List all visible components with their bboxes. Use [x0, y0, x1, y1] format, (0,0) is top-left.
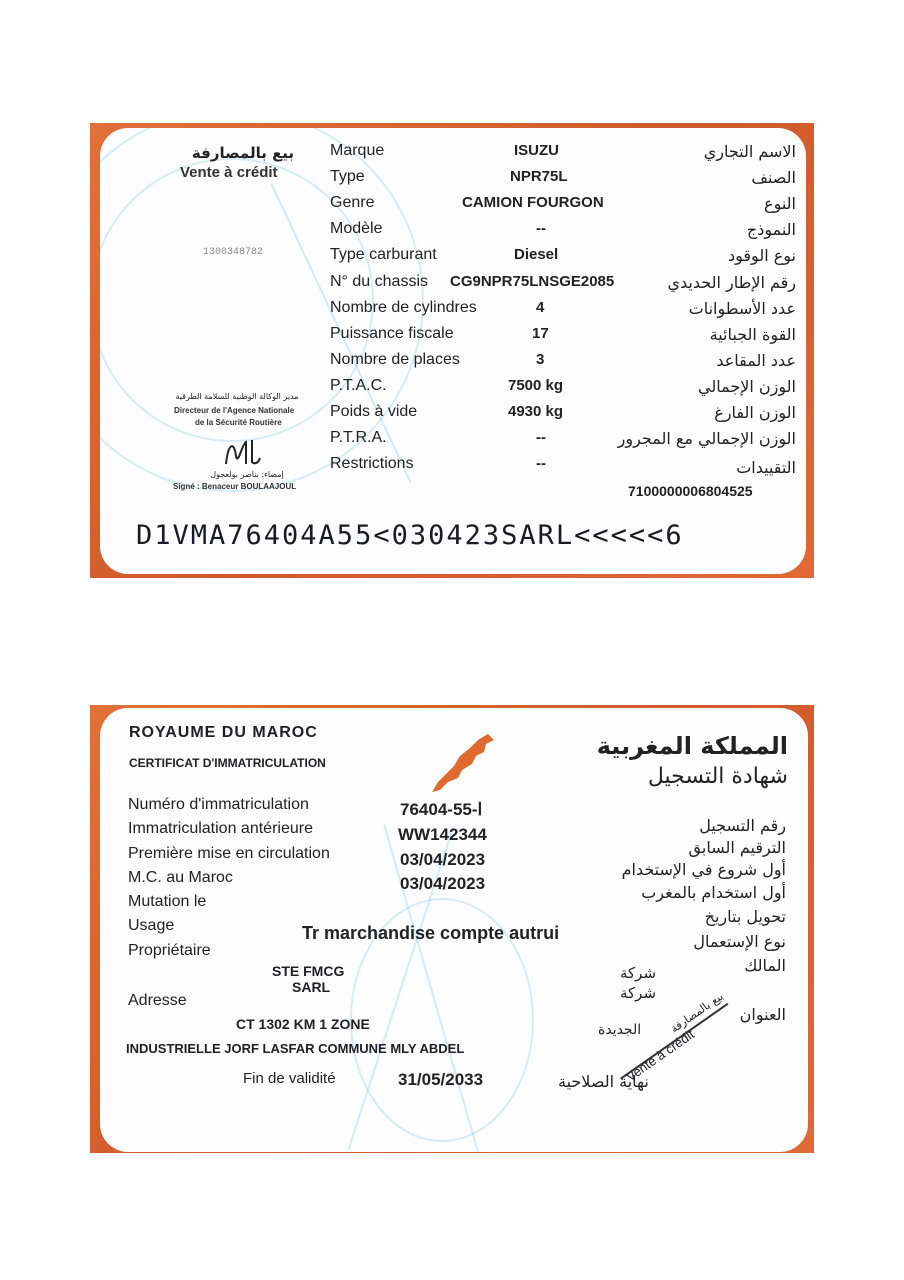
field-label-genre: Genre	[330, 194, 375, 211]
field-label-carburant: Type carburant	[330, 246, 437, 263]
field-value-modele: --	[536, 220, 546, 237]
field-value-restrictions: --	[536, 455, 546, 472]
credit-sale-stamp-arabic: بيع بالمصارفة	[668, 989, 726, 1036]
credit-sale-stamp-french: Vente à crédit	[180, 164, 278, 181]
field-value-cylindres: 4	[536, 299, 545, 316]
field-label-restrictions: Restrictions	[330, 455, 414, 472]
field-label-chassis: N° du chassis	[330, 273, 428, 290]
address-line1: CT 1302 KM 1 ZONE	[236, 1016, 370, 1032]
validity-value: 31/05/2033	[398, 1070, 484, 1089]
address-city-arabic: الجديدة	[598, 1022, 642, 1038]
country-name-arabic: المملكة المغربية	[596, 732, 788, 760]
field-arabic-chassis: رقم الإطار الحديدي	[667, 273, 796, 292]
document-title-french: CERTIFICAT D'IMMATRICULATION	[129, 756, 326, 770]
field-arabic-mc-maroc: أول استخدام بالمغرب	[641, 883, 786, 902]
signature-arabic: إمضاء: بناصر بولعجول	[210, 470, 284, 479]
field-value-type: NPR75L	[510, 168, 568, 185]
field-arabic-type: الصنف	[751, 168, 796, 187]
field-value-ptac: 7500 kg	[508, 377, 564, 394]
field-label-ptac: P.T.A.C.	[330, 377, 387, 394]
credit-sale-stamp-arabic: بيع بالمصارفة	[191, 144, 295, 162]
validity-label: Fin de validité	[243, 1070, 336, 1087]
field-arabic-mutation: تحويل بتاريخ	[704, 907, 786, 926]
field-value-immatriculation: 76404-ا-55	[400, 800, 483, 819]
registration-card-front	[100, 708, 808, 1152]
field-label-usage: Usage	[128, 917, 175, 934]
field-arabic-ptra: الوزن الإجمالي مع المجرور	[617, 429, 796, 448]
morocco-map-icon	[428, 730, 498, 794]
field-arabic-cylindres: عدد الأسطوانات	[688, 299, 796, 318]
director-title-arabic: مدير الوكالة الوطنية للسلامة الطرقية	[175, 392, 299, 401]
director-title-french-2: de la Sécurité Routière	[195, 418, 282, 427]
field-label-proprietaire: Propriétaire	[128, 942, 211, 959]
field-arabic-genre: النوع	[764, 194, 796, 213]
field-arabic-poids-vide: الوزن الفارغ	[714, 403, 796, 422]
address-line2: INDUSTRIELLE JORF LASFAR COMMUNE MLY ABDEL	[126, 1041, 465, 1056]
field-label-type: Type	[330, 168, 365, 185]
field-value-genre: CAMION FOURGON	[462, 194, 604, 211]
field-value-usage: Tr marchandise compte autrui	[302, 923, 560, 943]
credit-sale-stamp-french: Vente à crédit	[623, 1026, 697, 1085]
director-title-french-1: Directeur de l'Agence Nationale	[174, 406, 295, 415]
field-value-poids-vide: 4930 kg	[508, 403, 564, 420]
field-arabic-ptac: الوزن الإجمالي	[698, 377, 796, 396]
field-arabic-immatriculation: رقم التسجيل	[699, 816, 786, 835]
field-label-places: Nombre de places	[330, 351, 460, 368]
field-value-places: 3	[536, 351, 545, 368]
field-value-premiere-circulation: 03/04/2023	[400, 850, 486, 869]
registration-card-back	[100, 128, 806, 574]
field-label-puissance: Puissance fiscale	[330, 325, 454, 342]
field-arabic-proprietaire: المالك	[744, 956, 786, 975]
field-arabic-carburant: نوع الوقود	[728, 246, 796, 265]
field-value-marque: ISUZU	[514, 142, 559, 159]
field-value-anterieure: WW142344	[398, 825, 487, 844]
stamp-serial-number: 1300348782	[203, 247, 264, 258]
card-number: 7100000006804525	[628, 483, 753, 499]
field-value-puissance: 17	[532, 325, 549, 342]
owner-name-arabic-1: شركة	[620, 964, 657, 982]
country-name-french: ROYAUME DU MAROC	[129, 724, 318, 741]
validity-arabic: نهاية الصلاحية	[558, 1072, 649, 1091]
field-label-cylindres: Nombre de cylindres	[330, 299, 477, 316]
signed-by: Signé : Benaceur BOULAAJOUL	[173, 482, 297, 491]
field-arabic-places: عدد المقاعد	[716, 351, 796, 370]
field-label-immatriculation: Numéro d'immatriculation	[128, 796, 309, 813]
address-label: Adresse	[128, 992, 187, 1009]
document-title-arabic: شهادة التسجيل	[647, 764, 788, 789]
field-arabic-modele: النموذج	[746, 220, 796, 239]
field-label-marque: Marque	[330, 142, 385, 159]
field-arabic-usage: نوع الإستعمال	[693, 932, 786, 951]
owner-name-line2: SARL	[292, 979, 331, 995]
field-value-mc-maroc: 03/04/2023	[400, 874, 486, 893]
field-arabic-restrictions: التقييدات	[736, 458, 796, 477]
field-value-ptra: --	[536, 429, 546, 446]
field-arabic-premiere-circulation: أول شروع في الإستخدام	[621, 860, 786, 879]
address-label-arabic: العنوان	[739, 1005, 786, 1024]
field-label-mc-maroc: M.C. au Maroc	[128, 869, 233, 886]
field-label-mutation: Mutation le	[128, 893, 207, 910]
owner-name-arabic-2: شركة	[620, 984, 657, 1002]
mrz-line: D1VMA76404A55<030423SARL<<<<<6	[136, 520, 684, 551]
field-label-ptra: P.T.R.A.	[330, 429, 387, 446]
field-value-chassis: CG9NPR75LNSGE2085	[450, 273, 615, 290]
field-value-carburant: Diesel	[514, 246, 559, 263]
field-label-premiere-circulation: Première mise en circulation	[128, 845, 330, 862]
field-label-poids-vide: Poids à vide	[330, 403, 418, 420]
field-label-anterieure: Immatriculation antérieure	[128, 820, 313, 837]
field-label-modele: Modèle	[330, 220, 383, 237]
field-arabic-puissance: القوة الجبائية	[709, 325, 796, 344]
owner-name-line1: STE FMCG	[272, 963, 345, 979]
director-signature	[218, 434, 268, 470]
field-arabic-anterieure: الترقيم السابق	[688, 838, 786, 857]
field-arabic-marque: الاسم التجاري	[703, 142, 796, 161]
